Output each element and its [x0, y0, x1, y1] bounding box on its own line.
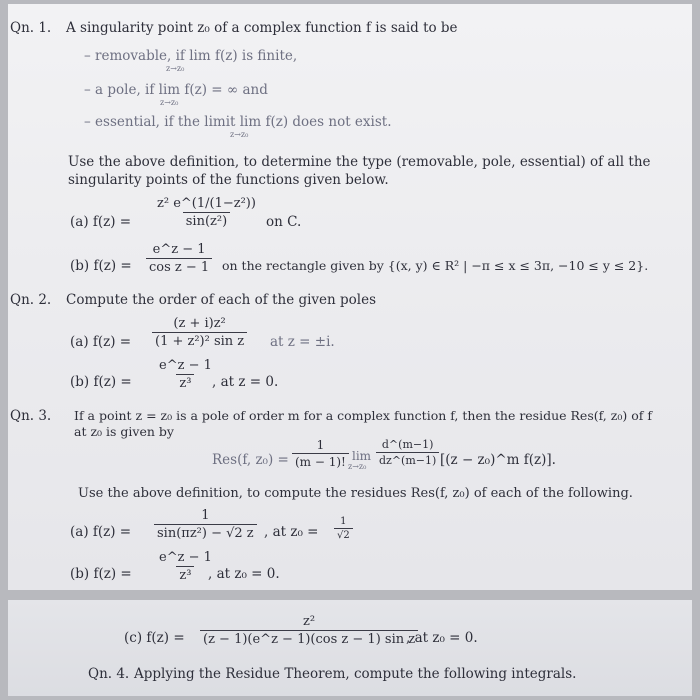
q2a-rhs: at z = ±i. — [270, 334, 335, 350]
q1b-rhs: on the rectangle given by {(x, y) ∈ R² | −π ≤ x ≤ 3π, −10 ≤ y ≤ 2}. — [222, 258, 649, 273]
q3b-rhs: , at z₀ = 0. — [208, 566, 280, 582]
q1b-fraction — [146, 242, 212, 275]
q1-limit-subscript: z→z₀ — [230, 130, 249, 139]
q3a-fraction — [154, 508, 257, 541]
q3-formula-factorial — [292, 438, 349, 469]
q3b-lhs: (b) f(z) = — [70, 566, 132, 582]
q3-label: Qn. 3. — [10, 408, 52, 424]
q3a-lhs: (a) f(z) = — [70, 524, 132, 540]
q1-intro: A singularity point z₀ of a complex function f is said to be — [66, 20, 458, 36]
q3-formula-lhs: Res(f, z₀) = — [212, 452, 289, 468]
q3-formula-rhs: [(z − z₀)^m f(z)]. — [440, 452, 556, 468]
q3-formula-lim-sub: z→z₀ — [348, 462, 367, 471]
q3b-numerator: e^z − 1 — [159, 550, 212, 565]
q4-label: Qn. 4. — [88, 666, 130, 682]
q2b-fraction — [156, 358, 215, 391]
q2a-fraction — [152, 316, 247, 349]
q1a-lhs: (a) f(z) = — [70, 214, 132, 230]
q3-formula-m-factorial: (m − 1)! — [292, 453, 349, 469]
q1b-numerator: e^z − 1 — [152, 242, 206, 257]
page-photo-top — [8, 4, 692, 590]
page-photo-bottom — [8, 600, 692, 696]
q3a-value-fraction — [334, 516, 353, 541]
q3c-rhs: , at z₀ = 0. — [406, 630, 478, 646]
q1-limit-subscript: z→z₀ — [160, 98, 179, 107]
q1a-denominator: sin(z²) — [183, 212, 230, 229]
q3a-denominator: sin(πz²) − √2 z — [154, 524, 257, 541]
q3c-denominator: (z − 1)(e^z − 1)(cos z − 1) sin z — [200, 630, 418, 647]
q1-limit-subscript: z→z₀ — [166, 64, 185, 73]
q3-formula-derivative — [376, 438, 439, 467]
q1-bullet-essential: – essential, if the limit lim f(z) does not exist. — [84, 114, 392, 130]
q2a-denominator: (1 + z²)² sin z — [152, 332, 247, 349]
q1-bullet-pole: – a pole, if lim f(z) = ∞ and — [84, 82, 268, 98]
q2-intro: Compute the order of each of the given poles — [66, 292, 377, 308]
q1-bullet-removable: – removable, if lim f(z) is finite, — [84, 48, 298, 64]
q2b-denominator: z³ — [176, 374, 194, 391]
q1b-denominator: cos z − 1 — [146, 258, 212, 275]
q4-intro: Applying the Residue Theorem, compute the following integrals. — [134, 666, 577, 682]
q2a-lhs: (a) f(z) = — [70, 334, 132, 350]
q3a-rhs: , at z₀ = — [264, 524, 319, 540]
q1a-rhs: on C. — [266, 214, 302, 230]
q1-label: Qn. 1. — [10, 20, 52, 36]
q3-intro-line1: If a point z = z₀ is a pole of order m for a complex function f, then the residue Res(f, z₀) of f — [74, 408, 652, 423]
q3a-value-den: √2 — [334, 528, 353, 541]
q3a-numerator: 1 — [201, 508, 210, 523]
q1b-lhs: (b) f(z) = — [70, 258, 132, 274]
q3b-fraction — [156, 550, 215, 583]
q1-paragraph-line1: Use the above definition, to determine the type (removable, pole, essential) of all the — [68, 154, 651, 170]
q1-paragraph-line2: singularity points of the functions given below. — [68, 172, 389, 188]
q3a-value-num: 1 — [340, 516, 347, 527]
q1a-numerator: z² e^(1/(1−z²)) — [157, 196, 256, 211]
q3c-lhs: (c) f(z) = — [124, 630, 185, 646]
q3c-numerator: z² — [303, 614, 316, 629]
q2b-lhs: (b) f(z) = — [70, 374, 132, 390]
q2a-numerator: (z + i)z² — [173, 316, 226, 331]
q3b-denominator: z³ — [176, 566, 194, 583]
q1a-fraction — [154, 196, 259, 229]
q2b-rhs: , at z = 0. — [212, 374, 279, 390]
q3-intro-line2: at z₀ is given by — [74, 424, 174, 439]
q3-formula-d-den: dz^(m−1) — [376, 452, 439, 467]
q2b-numerator: e^z − 1 — [159, 358, 212, 373]
q3c-fraction — [200, 614, 418, 647]
q3-formula-d-num: d^(m−1) — [381, 438, 434, 451]
q3-formula-lim: lim — [352, 449, 372, 463]
q2-label: Qn. 2. — [10, 292, 52, 308]
q3-paragraph: Use the above definition, to compute the residues Res(f, z₀) of each of the following. — [78, 486, 633, 501]
q3-formula-one: 1 — [316, 438, 325, 452]
